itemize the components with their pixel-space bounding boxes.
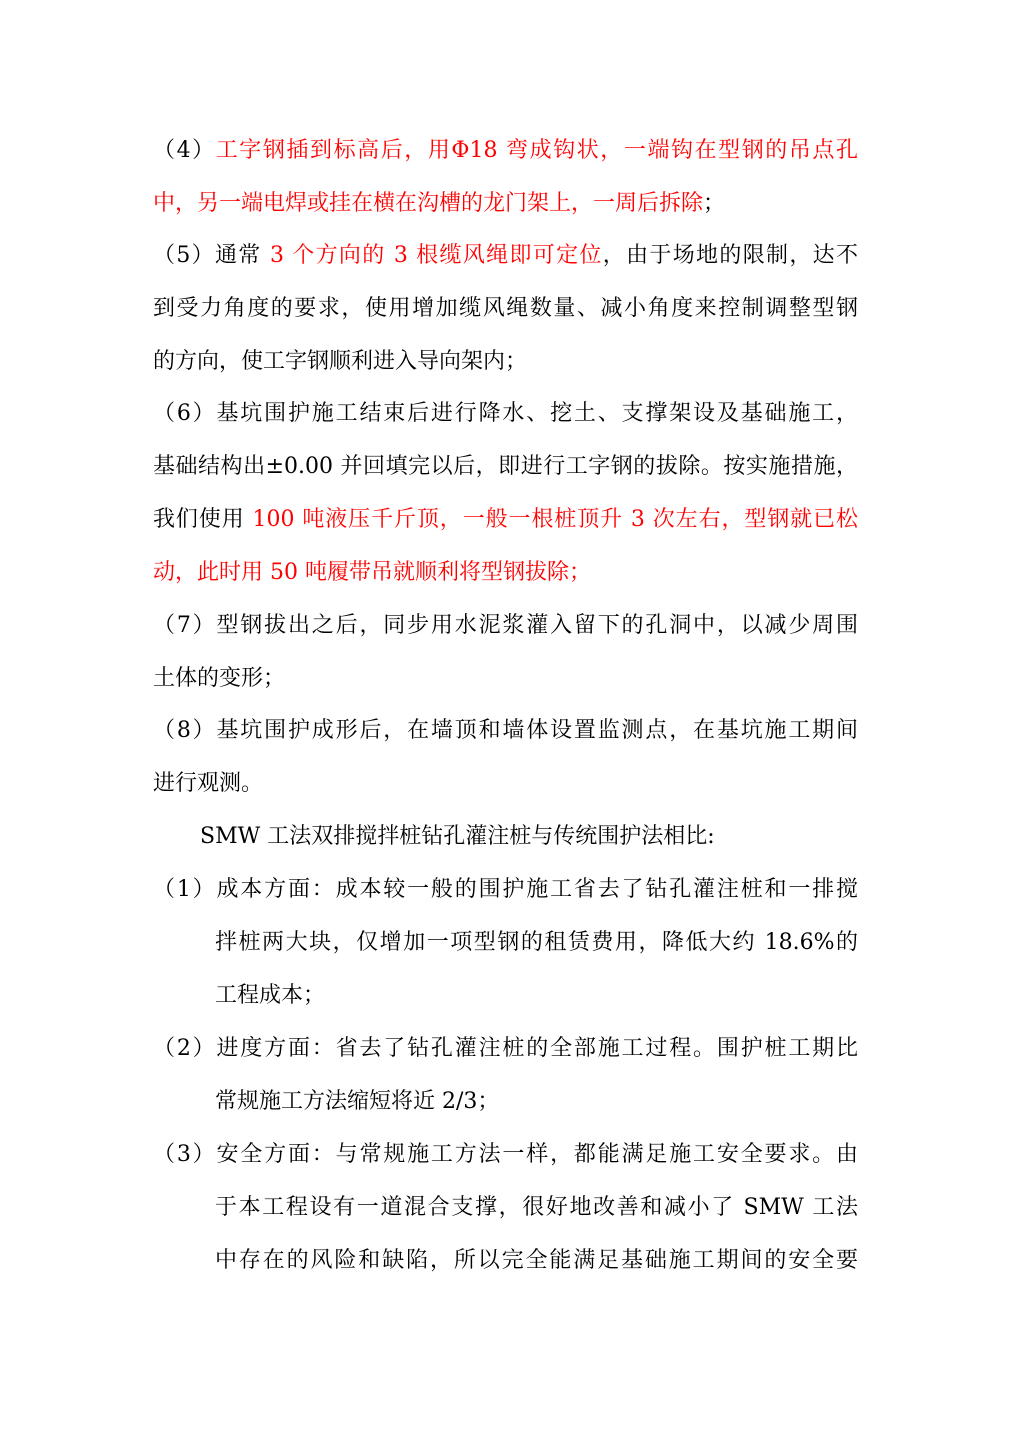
text-line-1 bbox=[153, 124, 858, 178]
section-heading: SMW 工法双排搅拌桩钻孔灌注桩与传统围护法相比: bbox=[200, 824, 715, 849]
highlighted-text: 3 个方向的 3 根缆风绳即可定位 bbox=[269, 243, 603, 268]
list-item-3-cont: 中存在的风险和缺陷，所以完全能满足基础施工期间的安全要 bbox=[215, 1248, 858, 1273]
list-item-1-cont: 工程成本； bbox=[215, 983, 326, 1008]
list-item-3: （3）安全方面：与常规施工方法一样，都能满足施工安全要求。由 bbox=[153, 1142, 858, 1167]
highlighted-text: 工字钢插到标高后，用Φ18 弯成钩状，一端钩在型钢的吊点孔 bbox=[215, 138, 858, 163]
list-item-1: （1）成本方面：成本较一般的围护施工省去了钻孔灌注桩和一排搅 bbox=[153, 877, 858, 902]
text-line-10: （7）型钢拔出之后，同步用水泥浆灌入留下的孔洞中，以减少周围 bbox=[153, 613, 858, 638]
highlighted-text: 动，此时用 50 吨履带吊就顺利将型钢拔除； bbox=[153, 560, 591, 585]
line-text: ，由于场地的限制，达不 bbox=[602, 243, 858, 268]
list-item-2-cont: 常规施工方法缩短将近 2/3； bbox=[215, 1089, 500, 1114]
list-item-1-cont: 拌桩两大块，仅增加一项型钢的租赁费用，降低大约 18.6%的 bbox=[215, 930, 858, 955]
text-line-5: 的方向，使工字钢顺利进入导向架内； bbox=[153, 349, 528, 374]
text-line-9 bbox=[153, 546, 858, 600]
list-item-3-cont: 于本工程设有一道混合支撑，很好地改善和减小了 SMW 工法 bbox=[215, 1195, 858, 1220]
text-line-7: 基础结构出±0.00 并回填完以后，即进行工字钢的拔除。按实施措施， bbox=[153, 454, 858, 479]
text-line-2 bbox=[153, 177, 858, 231]
line-text: 我们使用 bbox=[153, 507, 253, 532]
list-item-2: （2）进度方面：省去了钻孔灌注桩的全部施工过程。围护桩工期比 bbox=[153, 1036, 858, 1061]
highlighted-text: 中，另一端电焊或挂在横在沟槽的龙门架上，一周后拆除 bbox=[153, 191, 704, 216]
text-line-12: （8）基坑围护成形后，在墙顶和墙体设置监测点，在基坑施工期间 bbox=[153, 718, 858, 743]
highlighted-text: 100 吨液压千斤顶，一般一根桩顶升 3 次左右，型钢就已松 bbox=[252, 507, 858, 532]
text-line-13: 进行观测。 bbox=[153, 771, 264, 796]
text-line-8 bbox=[153, 493, 858, 547]
line-text: ； bbox=[703, 191, 726, 216]
text-line-3 bbox=[153, 229, 858, 283]
text-line-11: 土体的变形； bbox=[153, 666, 286, 691]
text-line-4: 到受力角度的要求，使用增加缆风绳数量、减小角度来控制调整型钢 bbox=[153, 296, 858, 321]
line-text: （4） bbox=[153, 138, 216, 163]
text-line-6: （6）基坑围护施工结束后进行降水、挖土、支撑架设及基础施工， bbox=[153, 401, 858, 426]
line-text: （5）通常 bbox=[153, 243, 270, 268]
